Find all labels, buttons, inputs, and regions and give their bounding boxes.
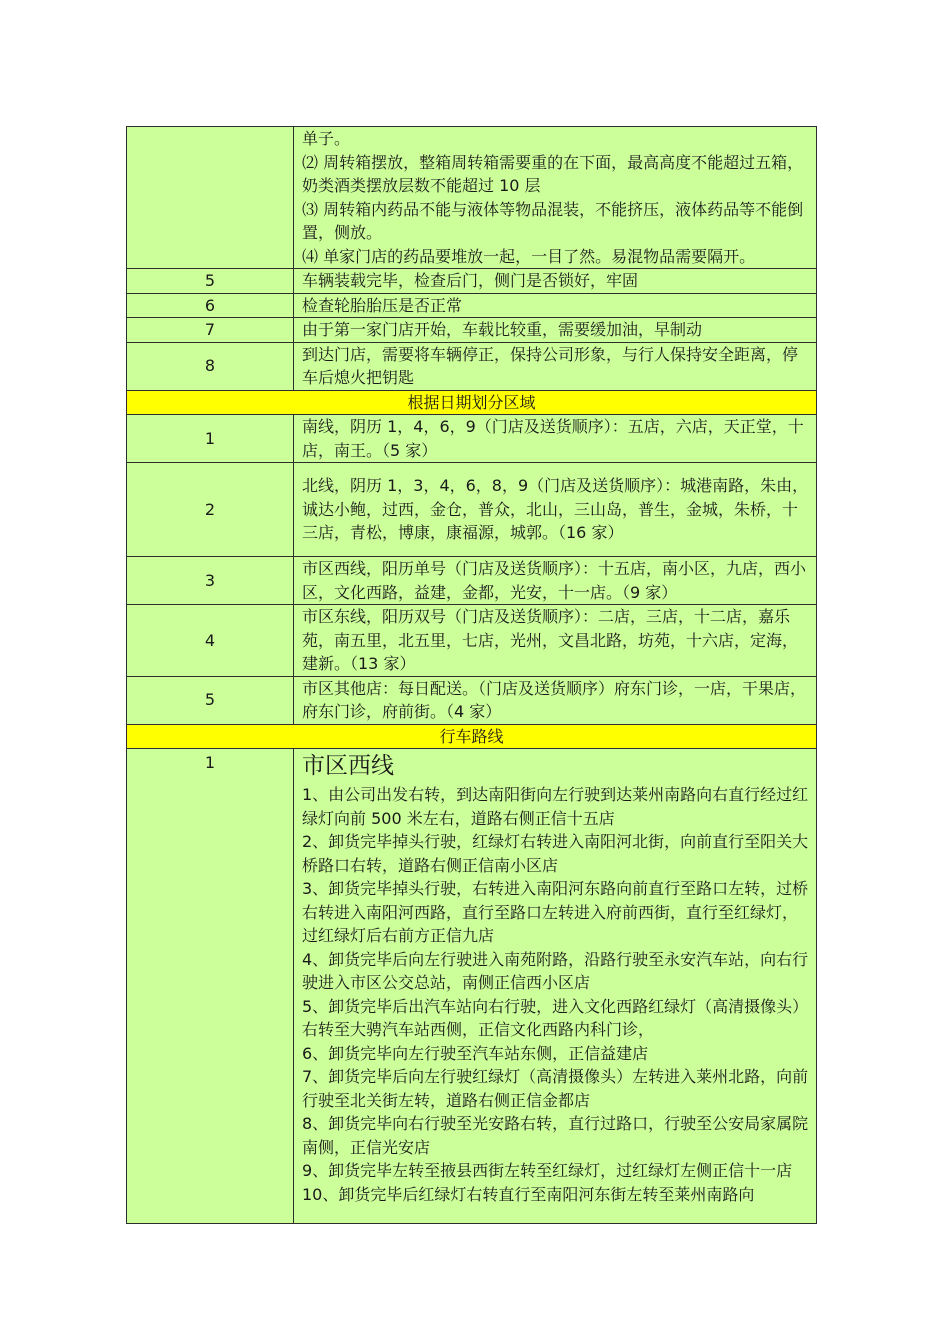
section-header-route: 行车路线 xyxy=(127,724,817,749)
row-number: 8 xyxy=(127,342,294,390)
table-row xyxy=(127,749,817,1224)
table-row xyxy=(127,318,817,343)
route-step: 8、卸货完毕向右行驶至光安路右转，直行过路口，行驶至公安局家属院南侧，正信光安店 xyxy=(302,1114,809,1157)
section-header-row xyxy=(127,724,817,749)
section-header-row xyxy=(127,390,817,415)
table-row xyxy=(127,463,817,557)
rule-line: ⑷ 单家门店的药品要堆放一起，一目了然。易混物品需要隔开。 xyxy=(302,246,756,266)
route-step: 6、卸货完毕向左行驶至汽车站东侧，正信益建店 xyxy=(302,1043,649,1063)
row-text: 北线，阴历 1，3，4，6，8，9（门店及送货顺序）：城港南路，朱由，诚达小鲍，过西，金仓，普众，北山，三山岛，普生，金城，朱桥，十三店，青松，博康，康福源，城郭。（16 家） xyxy=(294,463,817,557)
route-step: 2、卸货完毕掉头行驶，红绿灯右转进入南阳河北街，向前直行至阳关大桥路口右转，道路右侧正信南小区店 xyxy=(302,832,809,875)
row-text: 检查轮胎胎压是否正常 xyxy=(294,293,817,318)
rule-line: 单子。 xyxy=(302,129,351,148)
row-number: 3 xyxy=(127,557,294,605)
row-text: 由于第一家门店开始，车载比较重，需要缓加油，早制动 xyxy=(294,318,817,343)
route-number: 1 xyxy=(127,749,294,1224)
delivery-procedure-table xyxy=(126,126,817,1224)
rule-line: ⑶ 周转箱内药品不能与液体等物品混装，不能挤压，液体药品等不能倒置，侧放。 xyxy=(302,199,804,242)
row-number: 5 xyxy=(127,676,294,724)
row-number-cell xyxy=(127,127,294,269)
route-step: 4、卸货完毕后向左行驶进入南苑附路，沿路行驶至永安汽车站，向右行驶进入市区公交总站，南侧正信西小区店 xyxy=(302,949,809,992)
row-text: 南线，阴历 1，4，6，9（门店及送货顺序）：五店，六店，天正堂，十店，南王。（5 家） xyxy=(294,415,817,463)
route-step: 7、卸货完毕后向左行驶红绿灯（高清摄像头）左转进入莱州北路，向前行驶至北关街左转，道路右侧正信金都店 xyxy=(302,1067,809,1110)
row-number: 1 xyxy=(127,415,294,463)
row-text: 到达门店，需要将车辆停正，保持公司形象，与行人保持安全距离，停车后熄火把钥匙 xyxy=(294,342,817,390)
rule-line: ⑵ 周转箱摆放，整箱周转箱需要重的在下面，最高高度不能超过五箱，奶类酒类摆放层数不能超过 10 层 xyxy=(302,152,804,195)
table-row xyxy=(127,269,817,294)
row-text: 市区西线，阳历单号（门店及送货顺序）：十五店，南小区，九店，西小区，文化西路，益建，金都，光安，十一店。（9 家） xyxy=(294,557,817,605)
row-text: 市区东线，阳历双号（门店及送货顺序）：二店，三店，十二店，嘉乐苑，南五里，北五里，七店，光州，文昌北路，坊苑，十六店，定海，建新。（13 家） xyxy=(294,605,817,677)
section-header-date: 根据日期划分区域 xyxy=(127,390,817,415)
route-step: 10、卸货完毕后红绿灯右转直行至南阳河东街左转至莱州南路向 xyxy=(302,1184,755,1204)
row-number: 6 xyxy=(127,293,294,318)
route-step: 9、卸货完毕左转至掖县西街左转至红绿灯，过红绿灯左侧正信十一店 xyxy=(302,1161,793,1180)
table-row xyxy=(127,342,817,390)
table-row xyxy=(127,127,817,269)
row-number: 4 xyxy=(127,605,294,677)
row-number: 7 xyxy=(127,318,294,343)
route-step: 1、由公司出发右转，到达南阳街向左行驶到达莱州南路向右直行经过红绿灯向前 500 米左右，道路右侧正信十五店 xyxy=(302,785,809,828)
table-row xyxy=(127,605,817,677)
route-step: 3、卸货完毕掉头行驶，右转进入南阳河东路向前直行至路口左转，过桥右转进入南阳河西路，直行至路口左转进入府前西街，直行至红绿灯，过红绿灯后右前方正信九店 xyxy=(302,879,809,945)
route-title: 市区西线 xyxy=(302,753,394,779)
route-steps-cell xyxy=(294,749,817,1224)
route-step: 5、卸货完毕后出汽车站向右行驶，进入文化西路红绿灯（高清摄像头）右转至大骋汽车站西侧，正信文化西路内科门诊， xyxy=(302,996,809,1039)
table-row xyxy=(127,676,817,724)
table-row xyxy=(127,557,817,605)
row-text: 车辆装载完毕，检查后门，侧门是否锁好，牢固 xyxy=(294,269,817,294)
table-row xyxy=(127,293,817,318)
row-number: 2 xyxy=(127,463,294,557)
row-number: 5 xyxy=(127,269,294,294)
row-text: 市区其他店：每日配送。（门店及送货顺序）府东门诊，一店，干果店，府东门诊，府前街。（4 家） xyxy=(294,676,817,724)
packing-rules-cell xyxy=(294,127,817,269)
table-row xyxy=(127,415,817,463)
